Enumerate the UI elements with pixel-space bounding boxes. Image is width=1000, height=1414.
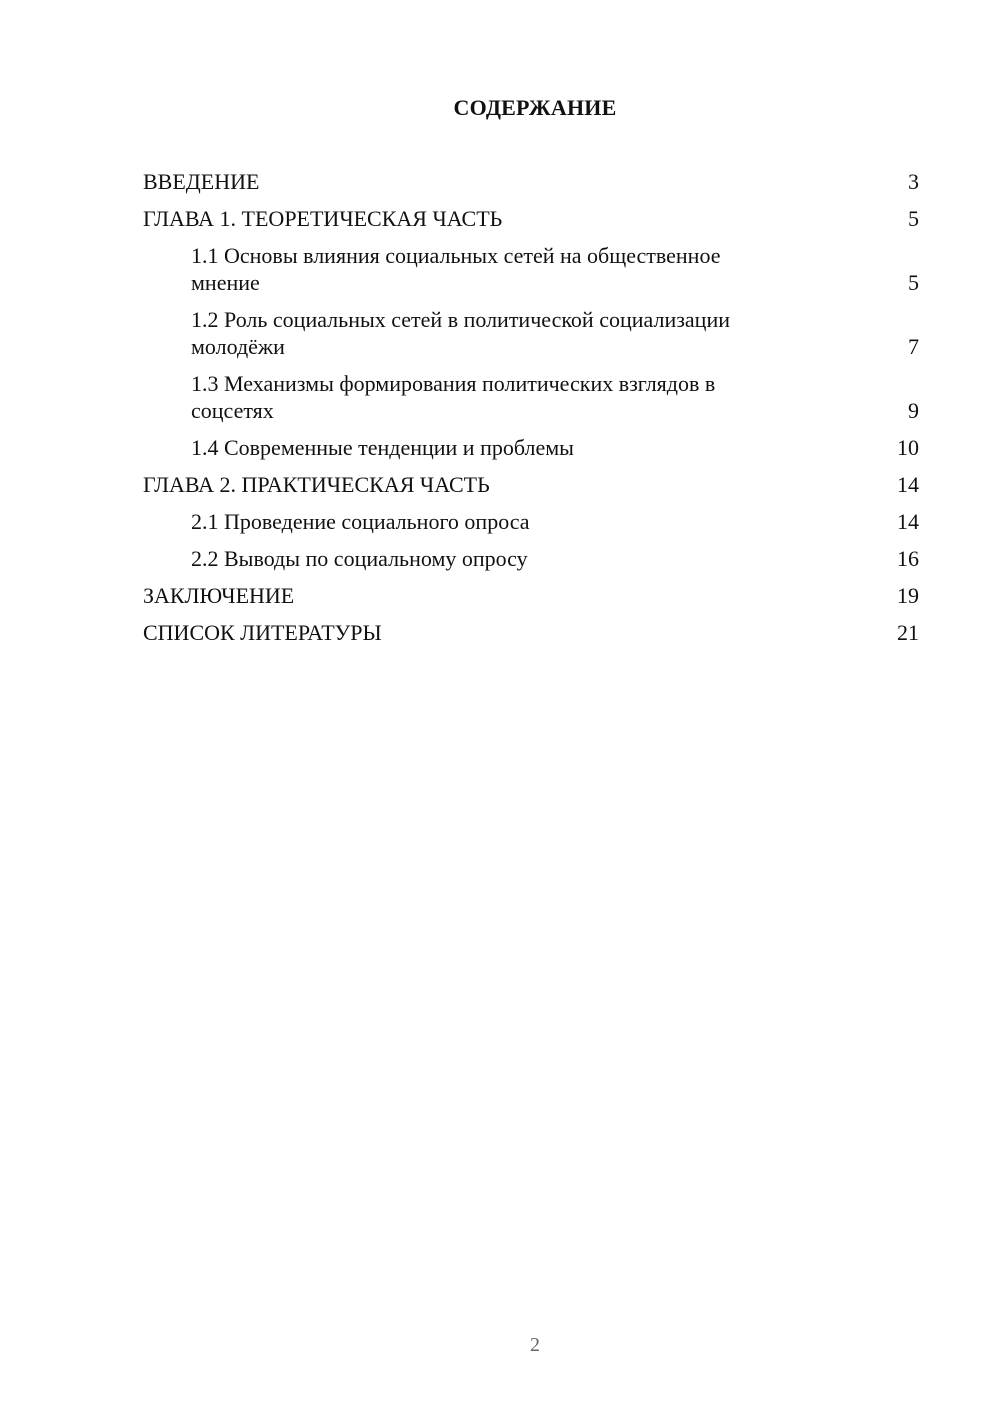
toc-entry-text: ГЛАВА 2. ПРАКТИЧЕСКАЯ ЧАСТЬ	[143, 472, 490, 497]
toc-entry-page: 5	[908, 206, 919, 231]
toc-entry-page: 19	[897, 583, 919, 608]
table-of-contents	[143, 168, 919, 656]
toc-entry-text: СПИСОК ЛИТЕРАТУРЫ	[143, 620, 382, 645]
toc-entry[interactable]	[143, 619, 919, 646]
toc-entry[interactable]	[143, 582, 919, 609]
toc-entry-text: 1.2 Роль социальных сетей в политической социализации молодёжи	[191, 307, 730, 359]
toc-entry-text: 1.4 Современные тенденции и проблемы	[191, 435, 574, 460]
toc-entry[interactable]	[143, 306, 919, 360]
toc-entry[interactable]	[143, 545, 919, 572]
toc-entry-page: 16	[897, 546, 919, 571]
toc-entry-text: ВВЕДЕНИЕ	[143, 169, 260, 194]
toc-entry-text: 1.3 Механизмы формирования политических взглядов в соцсетях	[191, 371, 716, 423]
toc-entry[interactable]	[143, 242, 919, 296]
toc-entry-page: 9	[908, 398, 919, 423]
toc-entry-page: 14	[897, 509, 919, 534]
toc-entry[interactable]	[143, 508, 919, 535]
page-number: 2	[530, 1334, 540, 1356]
toc-entry-page: 21	[897, 620, 919, 645]
toc-entry[interactable]	[143, 205, 919, 232]
toc-entry-page: 5	[908, 270, 919, 295]
toc-entry-text: 2.2 Выводы по социальному опросу	[191, 546, 528, 571]
toc-entry-text: 1.1 Основы влияния социальных сетей на общественное мнение	[191, 243, 721, 295]
toc-entry[interactable]	[143, 370, 919, 424]
toc-entry[interactable]	[143, 168, 919, 195]
toc-entry-page: 7	[908, 334, 919, 359]
toc-entry-text: 2.1 Проведение социального опроса	[191, 509, 530, 534]
toc-entry[interactable]	[143, 471, 919, 498]
toc-entry-text: ЗАКЛЮЧЕНИЕ	[143, 583, 295, 608]
toc-entry-text: ГЛАВА 1. ТЕОРЕТИЧЕСКАЯ ЧАСТЬ	[143, 206, 503, 231]
toc-entry-page: 14	[897, 472, 919, 497]
toc-entry[interactable]	[143, 434, 919, 461]
toc-entry-page: 3	[908, 169, 919, 194]
toc-entry-page: 10	[897, 435, 919, 460]
page-title: СОДЕРЖАНИЕ	[453, 95, 617, 120]
